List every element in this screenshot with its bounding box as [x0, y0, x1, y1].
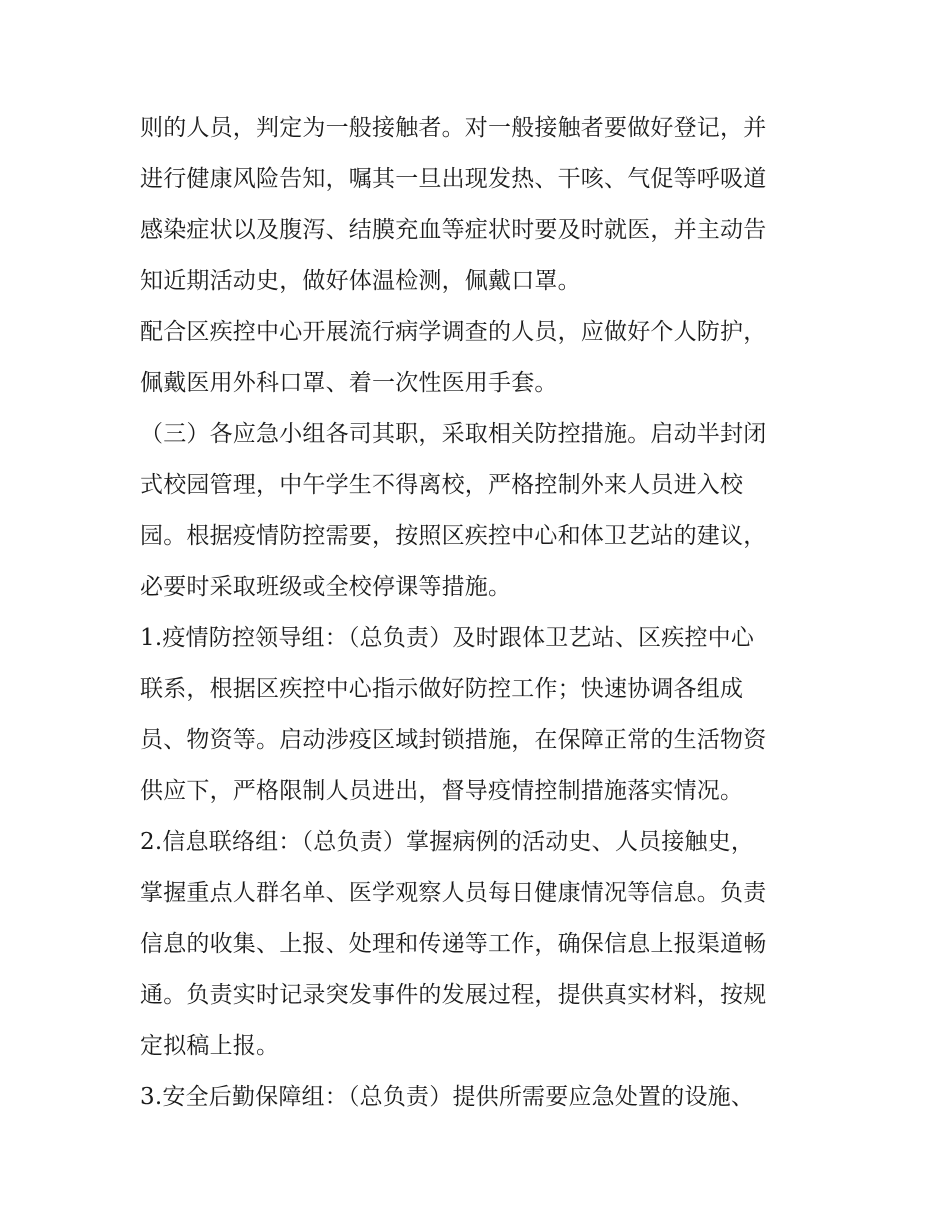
text-line: 知近期活动史，做好体温检测，佩戴口罩。: [140, 268, 581, 294]
text-line: 进行健康风险告知，嘱其一旦出现发热、干咳、气促等呼吸道: [140, 166, 767, 192]
text-line: 3.安全后勤保障组：（总负责）提供所需要应急处置的设施、: [140, 1084, 755, 1110]
text-line: 感染症状以及腹泻、结膜充血等症状时要及时就医，并主动告: [140, 217, 767, 243]
text-line: 员、物资等。启动涉疫区域封锁措施，在保障正常的生活物资: [140, 727, 767, 753]
text-line: 1.疫情防控领导组：（总负责）及时跟体卫艺站、区疾控中心: [140, 625, 755, 651]
document-body: [140, 103, 820, 1123]
text-line: 佩戴医用外科口罩、着一次性医用手套。: [140, 370, 558, 396]
text-line: 供应下，严格限制人员进出，督导疫情控制措施落实情况。: [140, 778, 744, 804]
text-line: （三）各应急小组各司其职，采取相关防控措施。启动半封闭: [140, 421, 767, 447]
text-line: 掌握重点人群名单、医学观察人员每日健康情况等信息。负责: [140, 880, 767, 906]
text-line: 通。负责实时记录突发事件的发展过程，提供真实材料，按规: [140, 982, 767, 1008]
text-line: 信息的收集、上报、处理和传递等工作，确保信息上报渠道畅: [140, 931, 767, 957]
text-line: 式校园管理，中午学生不得离校，严格控制外来人员进入校: [140, 472, 744, 498]
text-line: 必要时采取班级或全校停课等措施。: [140, 574, 512, 600]
text-line: 则的人员，判定为一般接触者。对一般接触者要做好登记，并: [140, 115, 767, 141]
text-line: 2.信息联络组：（总负责）掌握病例的活动史、人员接触史，: [140, 829, 755, 855]
text-line: 定拟稿上报。: [140, 1033, 280, 1059]
text-line: 园。根据疫情防控需要，按照区疾控中心和体卫艺站的建议，: [140, 523, 767, 549]
text-line: 配合区疾控中心开展流行病学调查的人员，应做好个人防护，: [140, 319, 767, 345]
text-line: 联系，根据区疾控中心指示做好防控工作；快速协调各组成: [140, 676, 744, 702]
